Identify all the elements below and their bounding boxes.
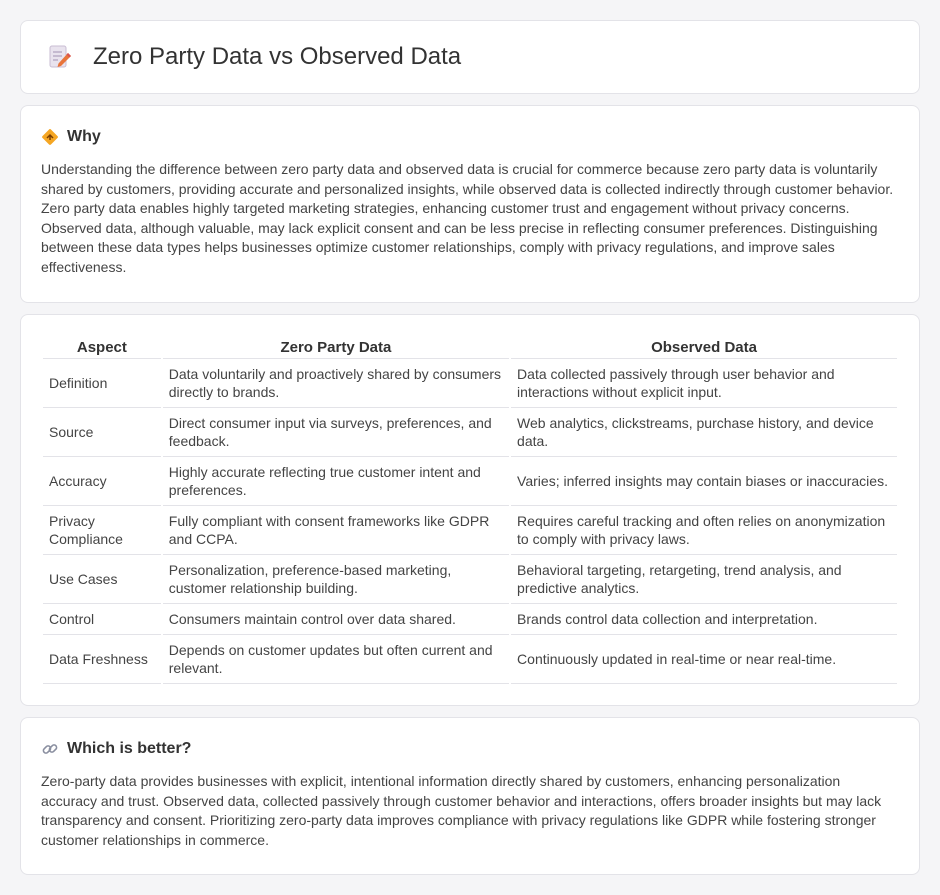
aspect-cell: Data Freshness: [43, 635, 161, 684]
aspect-cell: Privacy Compliance: [43, 506, 161, 555]
column-header: Zero Party Data: [163, 335, 509, 359]
observed-cell: Data collected passively through user behavior and interactions without explicit input.: [511, 359, 897, 408]
why-section: [20, 105, 920, 303]
better-header: [41, 740, 899, 758]
observed-cell: Brands control data collection and interpretation.: [511, 604, 897, 635]
observed-cell: Behavioral targeting, retargeting, trend analysis, and predictive analytics.: [511, 555, 897, 604]
table-row: [43, 555, 897, 604]
table-row: [43, 604, 897, 635]
link-icon: [41, 740, 59, 758]
comparison-table: [41, 335, 899, 684]
observed-cell: Requires careful tracking and often relies on anonymization to comply with privacy laws.: [511, 506, 897, 555]
zero-party-cell: Personalization, preference-based marketing, customer relationship building.: [163, 555, 509, 604]
zero-party-cell: Consumers maintain control over data shared.: [163, 604, 509, 635]
observed-cell: Web analytics, clickstreams, purchase history, and device data.: [511, 408, 897, 457]
page-title: Zero Party Data vs Observed Data: [93, 43, 462, 70]
column-header: Observed Data: [511, 335, 897, 359]
why-header: [41, 128, 899, 146]
table-row: [43, 457, 897, 506]
aspect-cell: Accuracy: [43, 457, 161, 506]
table-row: [43, 506, 897, 555]
column-header: Aspect: [43, 335, 161, 359]
aspect-cell: Control: [43, 604, 161, 635]
observed-cell: Continuously updated in real-time or near real-time.: [511, 635, 897, 684]
aspect-cell: Use Cases: [43, 555, 161, 604]
zero-party-cell: Fully compliant with consent frameworks like GDPR and CCPA.: [163, 506, 509, 555]
aspect-cell: Source: [43, 408, 161, 457]
observed-cell: Varies; inferred insights may contain biases or inaccuracies.: [511, 457, 897, 506]
table-row: [43, 408, 897, 457]
which-better-section: [20, 717, 920, 875]
table-row: [43, 635, 897, 684]
comparison-section: [20, 314, 920, 706]
aspect-cell: Definition: [43, 359, 161, 408]
why-heading: Why: [67, 128, 101, 145]
table-row: [43, 359, 897, 408]
diamond-sign-icon: [41, 128, 59, 146]
better-heading: Which is better?: [67, 740, 192, 757]
title-card: [20, 20, 920, 94]
better-text: Zero-party data provides businesses with explicit, intentional information directly shared by customers, enhancing personalization accuracy and trust. Observed data, collected passively through customer behavior and interactions, offers broader insights but may lack transparency and consent. Prioritizing zero-party data improves compliance with privacy regulations like GDPR while fostering stronger customer relationships in commerce.: [41, 773, 882, 848]
why-text: Understanding the difference between zero party data and observed data is crucial for commerce because zero party data is voluntarily shared by customers, providing accurate and personalized insights, while observed data is collected indirectly through customer behavior. Zero party data enables highly targeted marketing strategies, enhancing customer trust and engagement without privacy concerns. Observed data, although valuable, may lack explicit consent and can be less precise in reflecting consumer preferences. Distinguishing between these data types helps businesses optimize customer relationships, comply with privacy regulations, and improve sales effectiveness.: [41, 161, 894, 275]
zero-party-cell: Data voluntarily and proactively shared by consumers directly to brands.: [163, 359, 509, 408]
document-edit-icon: [47, 44, 73, 70]
zero-party-cell: Direct consumer input via surveys, preferences, and feedback.: [163, 408, 509, 457]
zero-party-cell: Highly accurate reflecting true customer intent and preferences.: [163, 457, 509, 506]
table-header-row: [43, 335, 897, 359]
zero-party-cell: Depends on customer updates but often current and relevant.: [163, 635, 509, 684]
